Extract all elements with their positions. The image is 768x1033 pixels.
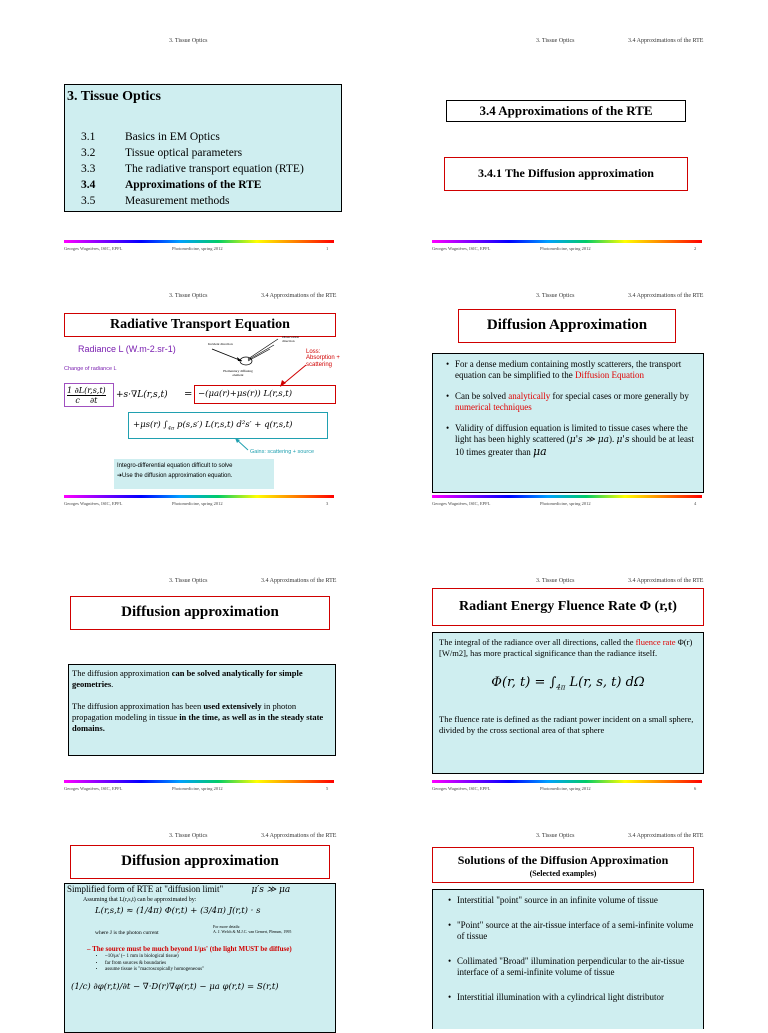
paragraph: The diffusion approximation has been used extensively in photon propagation modeling in tissue in the time, as well as in the steady state domains. bbox=[72, 701, 324, 733]
slide-header-chapter: 3. Tissue Optics bbox=[169, 293, 208, 299]
slide-header-chapter: 3. Tissue Optics bbox=[169, 38, 208, 44]
toc-item-current[interactable]: 3.4 Approximations of the RTE bbox=[81, 179, 262, 191]
condition-list: • ~10/μs' (~ 1 mm in biological tissue) • far from sources & boundaries • assume tissue is "macroscopically homogeneous" bbox=[97, 954, 204, 974]
slide-subtitle: (Selected examples) bbox=[529, 869, 597, 878]
toc-title: 3. Tissue Optics bbox=[67, 89, 162, 104]
slide-title: Radiative Transport Equation bbox=[64, 313, 336, 337]
toc-list bbox=[81, 129, 304, 209]
slide-header-section: 3.4 Approximations of the RTE bbox=[261, 293, 337, 299]
rte-lhs: 1 ∂L(r,s,t) c ∂t bbox=[67, 386, 106, 405]
bullet-item: • Collimated "Broad" illumination perpendicular to the air-tissue interface of a semi-infinite volume of tissue bbox=[457, 956, 699, 978]
slide-header-section: 3.4 Approximations of the RTE bbox=[628, 38, 704, 44]
rte-loss-term: −(μa(r)+μs(r)) L(r,s,t) bbox=[194, 385, 336, 404]
bullet-item: • For a dense medium containing mostly scatterers, the transport equation can be simplified to the Diffusion Equation bbox=[455, 359, 699, 381]
change-label: Change of radiance L bbox=[64, 366, 117, 372]
slide-header-chapter: 3. Tissue Optics bbox=[169, 578, 208, 584]
slide-5 bbox=[64, 540, 364, 791]
source-condition: – The source must be much beyond 1/μs' (the light MUST be diffuse) bbox=[87, 945, 292, 953]
paragraph: The fluence rate is defined as the radiant power incident on a small sphere, divided by the cross sectional area of that sphere bbox=[439, 713, 694, 735]
slide-header-chapter: 3. Tissue Optics bbox=[536, 293, 575, 299]
slide-title-box bbox=[432, 847, 694, 883]
rte-streaming-term: +s·∇L(r,s,t) bbox=[116, 390, 168, 400]
content-box bbox=[64, 883, 336, 1033]
slide-title: Radiant Energy Fluence Rate Φ (r,t) bbox=[432, 588, 704, 626]
rte-gain-term: +μs(r) $\int_{4\pi}$ p(s,s′) L(r,s,t) d²s′ + q(r,s,t) bbox=[128, 412, 328, 439]
slide-header-section: 3.4 Approximations of the RTE bbox=[261, 578, 337, 584]
simplified-line: Simplified form of RTE at "diffusion limit" μ′s ≫ μa bbox=[67, 884, 291, 895]
bullet-item: • Can be solved analytically for special cases or more generally by numerical techniques bbox=[455, 391, 699, 413]
text-box bbox=[432, 632, 704, 774]
bullet-item: • "Point" source at the air-tissue interface of a semi-infinite volume of tissue bbox=[457, 920, 699, 942]
footer-course: Photomedicine, spring 2012 bbox=[172, 246, 223, 251]
slide-3 bbox=[64, 255, 364, 506]
slide-header-chapter: 3. Tissue Optics bbox=[536, 578, 575, 584]
footer-course: Photomedicine, spring 2012 bbox=[172, 501, 223, 506]
diffusion-equation: (1/c) ∂φ(r,t)/∂t − ∇·D(r)∇φ(r,t) − μa φ(r,t) = S(r,t) bbox=[71, 982, 279, 992]
bullet-list bbox=[445, 895, 699, 1003]
footer-page: 4 bbox=[694, 501, 697, 506]
slide-header-chapter: 3. Tissue Optics bbox=[169, 833, 208, 839]
footer-page: 5 bbox=[326, 786, 329, 791]
toc-item[interactable]: 3.2 Tissue optical parameters bbox=[81, 147, 243, 159]
slide-header-section: 3.4 Approximations of the RTE bbox=[628, 833, 704, 839]
slide-header-section: 3.4 Approximations of the RTE bbox=[628, 578, 704, 584]
slide-4 bbox=[432, 255, 732, 506]
toc-item[interactable]: 3.1 Basics in EM Optics bbox=[81, 131, 220, 143]
footer-course: Photomedicine, spring 2012 bbox=[540, 501, 591, 506]
slide-8 bbox=[432, 795, 732, 1025]
slide-title: Diffusion Approximation bbox=[458, 309, 676, 343]
slide-header-chapter: 3. Tissue Optics bbox=[536, 833, 575, 839]
rainbow-rule bbox=[432, 495, 702, 498]
gains-label: Gains: scattering + source bbox=[250, 449, 315, 455]
rainbow-rule bbox=[432, 240, 702, 243]
section-title: 3.4 Approximations of the RTE bbox=[446, 100, 686, 122]
rainbow-rule bbox=[64, 495, 334, 498]
reference: For more details: A. J. Welch & M.J.C. van Gemert, Plenum, 1995 bbox=[213, 924, 292, 934]
paragraph: The diffusion approximation can be solved analytically for simple geometries. bbox=[72, 668, 303, 689]
bullet-box bbox=[432, 889, 704, 1029]
toc-item[interactable]: 3.3 The radiative transport equation (RTE) bbox=[81, 163, 304, 175]
bullet-item: • Validity of diffusion equation is limited to tissue cases where the light has been highly scattered (μ's ≫ μa). μ's should be at least 10 times greater than μa bbox=[455, 423, 699, 458]
rainbow-rule bbox=[64, 240, 334, 243]
toc-box bbox=[64, 84, 342, 212]
footer-author: Georges Wagnières, ISIC, EPFL bbox=[432, 501, 491, 506]
radiance-approx-equation: L(r,s,t) ≈ (1/4π) Φ(r,t) + (3/4π) J(r,t) · s bbox=[95, 906, 261, 916]
slide-title: Diffusion approximation bbox=[70, 596, 330, 630]
loss-label: Loss: Absorption + scattering bbox=[306, 349, 340, 368]
where-text: where J is the photon current bbox=[95, 930, 159, 936]
assuming-text: Assuming that L(r,s,t) can be approximated by: bbox=[83, 897, 197, 903]
footer-author: Georges Wagnières, ISIC, EPFL bbox=[432, 786, 491, 791]
footer-course: Photomedicine, spring 2012 bbox=[540, 246, 591, 251]
slide-header-chapter: 3. Tissue Optics bbox=[536, 38, 575, 44]
loss-arrow bbox=[278, 363, 308, 387]
footer-course: Photomedicine, spring 2012 bbox=[172, 786, 223, 791]
footer-page: 1 bbox=[326, 246, 329, 251]
bullet-item: • Interstitial "point" source in an infinite volume of tissue bbox=[457, 895, 699, 906]
rainbow-rule bbox=[64, 780, 334, 783]
diagram-element-label: Elementary diffusing element bbox=[223, 369, 253, 377]
radiance-label: Radiance L (W.m-2.sr-1) bbox=[78, 344, 176, 354]
bullet-list bbox=[443, 359, 699, 458]
footer-author: Georges Wagnières, ISIC, EPFL bbox=[64, 786, 123, 791]
footer-page: 2 bbox=[694, 246, 697, 251]
subsection-title: 3.4.1 The Diffusion approximation bbox=[444, 157, 688, 191]
text-box bbox=[68, 664, 336, 756]
footer-author: Georges Wagnières, ISIC, EPFL bbox=[64, 246, 123, 251]
footer-course: Photomedicine, spring 2012 bbox=[540, 786, 591, 791]
footer-author: Georges Wagnières, ISIC, EPFL bbox=[432, 246, 491, 251]
fluence-equation: Φ(r, $t) = \int_{4\pi}$ L(r, s, t) dΩ bbox=[491, 675, 645, 692]
footer-page: 3 bbox=[326, 501, 329, 506]
slide-header-section: 3.4 Approximations of the RTE bbox=[628, 293, 704, 299]
slide-header-section: 3.4 Approximations of the RTE bbox=[261, 833, 337, 839]
slide-title: Solutions of the Diffusion Approximation bbox=[457, 853, 669, 867]
paragraph: The integral of the radiance over all directions, called the fluence rate Φ(r) [W/m2], has more practical significance than the radiance itself. bbox=[439, 637, 693, 658]
note-box: Integro-differential equation difficult to solve ➔Use the diffusion approximation equation. bbox=[114, 459, 274, 489]
diagram-observation-label: Observation direction bbox=[282, 335, 300, 343]
rte-equals: = bbox=[184, 389, 193, 400]
bullet-box bbox=[432, 353, 704, 493]
footer-author: Georges Wagnières, ISIC, EPFL bbox=[64, 501, 123, 506]
slide-title: Diffusion approximation bbox=[70, 845, 330, 879]
slide-1 bbox=[64, 0, 364, 251]
diagram-incident-label: Incident direction bbox=[208, 342, 233, 346]
slide-7 bbox=[64, 795, 364, 1025]
slide-2 bbox=[432, 0, 732, 251]
bullet-item: • Interstitial illumination with a cylindrical light distributor bbox=[457, 992, 699, 1003]
rainbow-rule bbox=[432, 780, 702, 783]
footer-page: 6 bbox=[694, 786, 697, 791]
slide-6 bbox=[432, 540, 732, 791]
toc-item[interactable]: 3.5 Measurement methods bbox=[81, 195, 230, 207]
